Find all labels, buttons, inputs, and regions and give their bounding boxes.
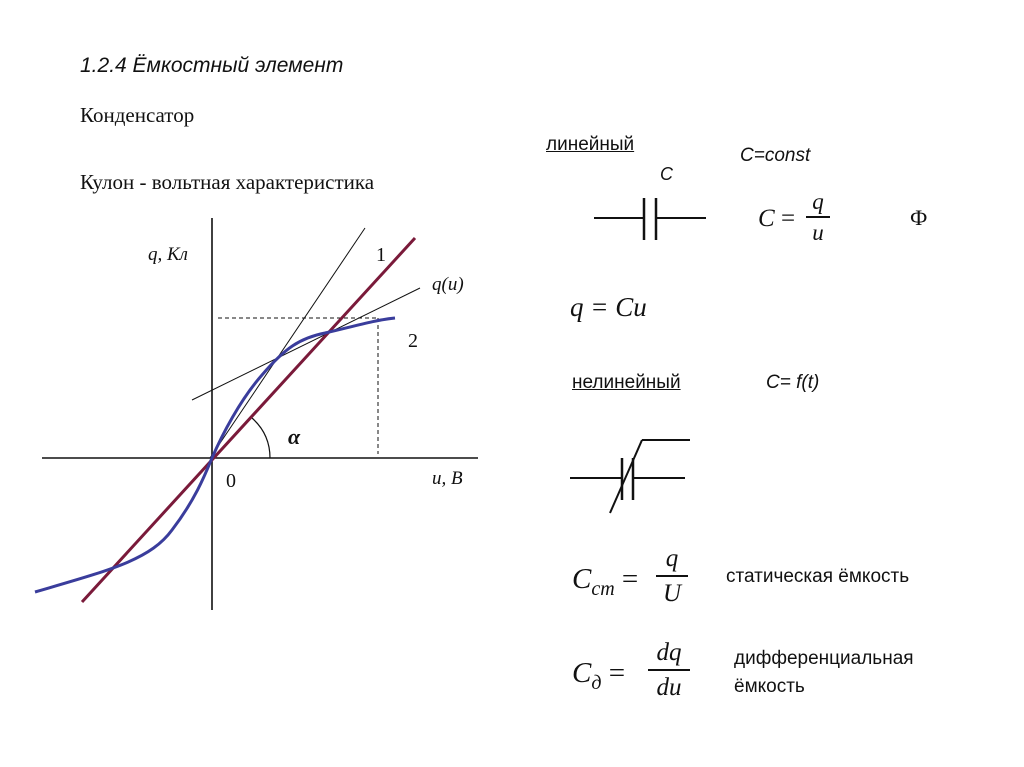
charge-formula: q = Cu — [570, 292, 647, 322]
capacitance-lhs: C = — [758, 205, 796, 232]
diff-cap-numerator: dq — [656, 639, 682, 666]
origin-label: 0 — [226, 470, 236, 492]
capacitance-fraction — [806, 190, 830, 244]
linear-symbol-label: C — [660, 164, 673, 184]
diff-cap-label-line2: ёмкость — [734, 676, 805, 697]
static-cap-lhs: $C_{ст}$ = — [572, 563, 639, 600]
diff-cap-fraction — [648, 640, 690, 700]
line-2-label: 2 — [408, 330, 418, 352]
tangent-line-2 — [192, 288, 420, 400]
line-1-label: 1 — [376, 244, 386, 266]
unit-farad: Ф — [910, 205, 928, 230]
diff-cap-lhs: $C_д$ = — [572, 657, 626, 694]
y-axis-label: q, Кл — [148, 244, 188, 265]
linear-capacitor-icon — [594, 198, 706, 240]
diff-cap-label-line1: дифференциальная — [734, 648, 914, 669]
angle-arc — [252, 418, 270, 458]
static-cap-label: статическая ёмкость — [726, 566, 910, 587]
static-cap-denominator: U — [662, 579, 682, 607]
angle-label: α — [288, 424, 301, 449]
nonlinear-title: нелинейный — [572, 372, 681, 393]
static-cap-numerator: q — [665, 545, 679, 572]
linear-title: линейный — [546, 134, 635, 155]
curve-label: q(u) — [432, 274, 464, 295]
cv-title: Кулон - вольтная характеристика — [80, 170, 375, 194]
static-cap-fraction — [656, 546, 688, 606]
nonlinear-formula: C= f(t) — [766, 372, 820, 393]
diff-cap-denominator: du — [656, 673, 682, 701]
const-formula: C=const — [740, 145, 811, 166]
nonlinear-capacitor-icon — [570, 440, 690, 513]
secant-line — [82, 238, 415, 602]
section-heading: 1.2.4 Ёмкостный элемент — [80, 54, 344, 77]
capacitance-numerator: q — [812, 189, 824, 214]
subtitle: Конденсатор — [80, 103, 195, 127]
capacitance-denominator: u — [812, 219, 824, 245]
x-axis-label: u, B — [432, 468, 463, 489]
